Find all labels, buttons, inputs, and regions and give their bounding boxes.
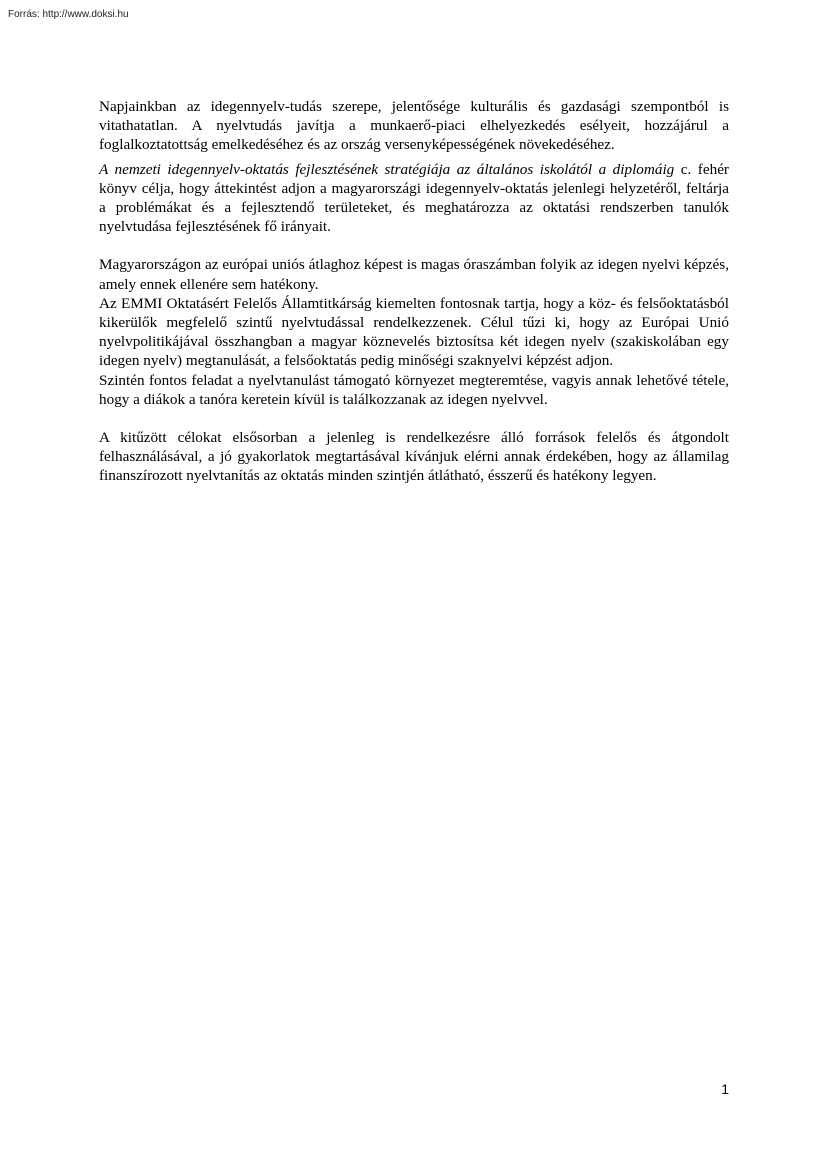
white-paper-description: c. fehér könyv célja, hogy áttekintést adjon a magyarországi idegennyelv-oktatás jelenlegi helyzetéről, feltárja a problémákat és a fejlesztendő területeket, és meghatározza az oktatási rendszerben tanulók nyelvtudása fejlesztésének fő irányait. xyxy=(99,160,729,236)
document-body xyxy=(99,97,729,486)
paragraph-environment: Szintén fontos feladat a nyelvtanulást támogató környezet megteremtése, vagyis annak lehetővé tétele, hogy a diákok a tanóra keretein kívül is találkozzanak az idegen nyelvvel. xyxy=(99,371,729,408)
paragraph-white-paper xyxy=(99,160,729,237)
paragraph-goals: A kitűzött célokat elsősorban a jelenleg is rendelkezésre álló források felelős és átgondolt felhasználásával, a jó gyakorlatok megtartásával kívánjuk elérni annak érdekében, hogy az államilag finanszírozott nyelvtanítás az oktatás minden szintjén átlátható, ésszerű és hatékony legyen. xyxy=(99,429,729,485)
page-number: 1 xyxy=(721,1081,729,1097)
paragraph-emmi: Az EMMI Oktatásért Felelős Államtitkárság kiemelten fontosnak tartja, hogy a köz- és felsőoktatásból kikerülők megfelelő szintű nyelvtudással rendelkezzenek. Célul tűzi ki, hogy az Európai Unió nyelvpolitikájával összhangban a magyar köznevelés biztosítsa két idegen nyelv (szakiskolában egy idegen nyelv) megtanulását, a felsőoktatás pedig minőségi szaknyelvi képzést adjon. xyxy=(99,294,729,370)
paragraph-hungary-training: Magyarországon az európai uniós átlaghoz képest is magas óraszámban folyik az idegen nyelvi képzés, amely ennek ellenére sem hatékony. xyxy=(99,256,729,293)
source-url-label: Forrás: http://www.doksi.hu xyxy=(8,9,129,20)
paragraph-intro: Napjainkban az idegennyelv-tudás szerepe, jelentősége kulturális és gazdasági szempontból is vitathatatlan. A nyelvtudás javítja a munkaerő-piaci elhelyezkedés esélyeit, hozzájárul a foglalkoztatottság emelkedéséhez és az ország versenyképességének növekedéséhez. xyxy=(99,98,729,154)
white-paper-title: A nemzeti idegennyelv-oktatás fejlesztésének stratégiája az általános iskolától a diplomáig xyxy=(99,160,675,178)
